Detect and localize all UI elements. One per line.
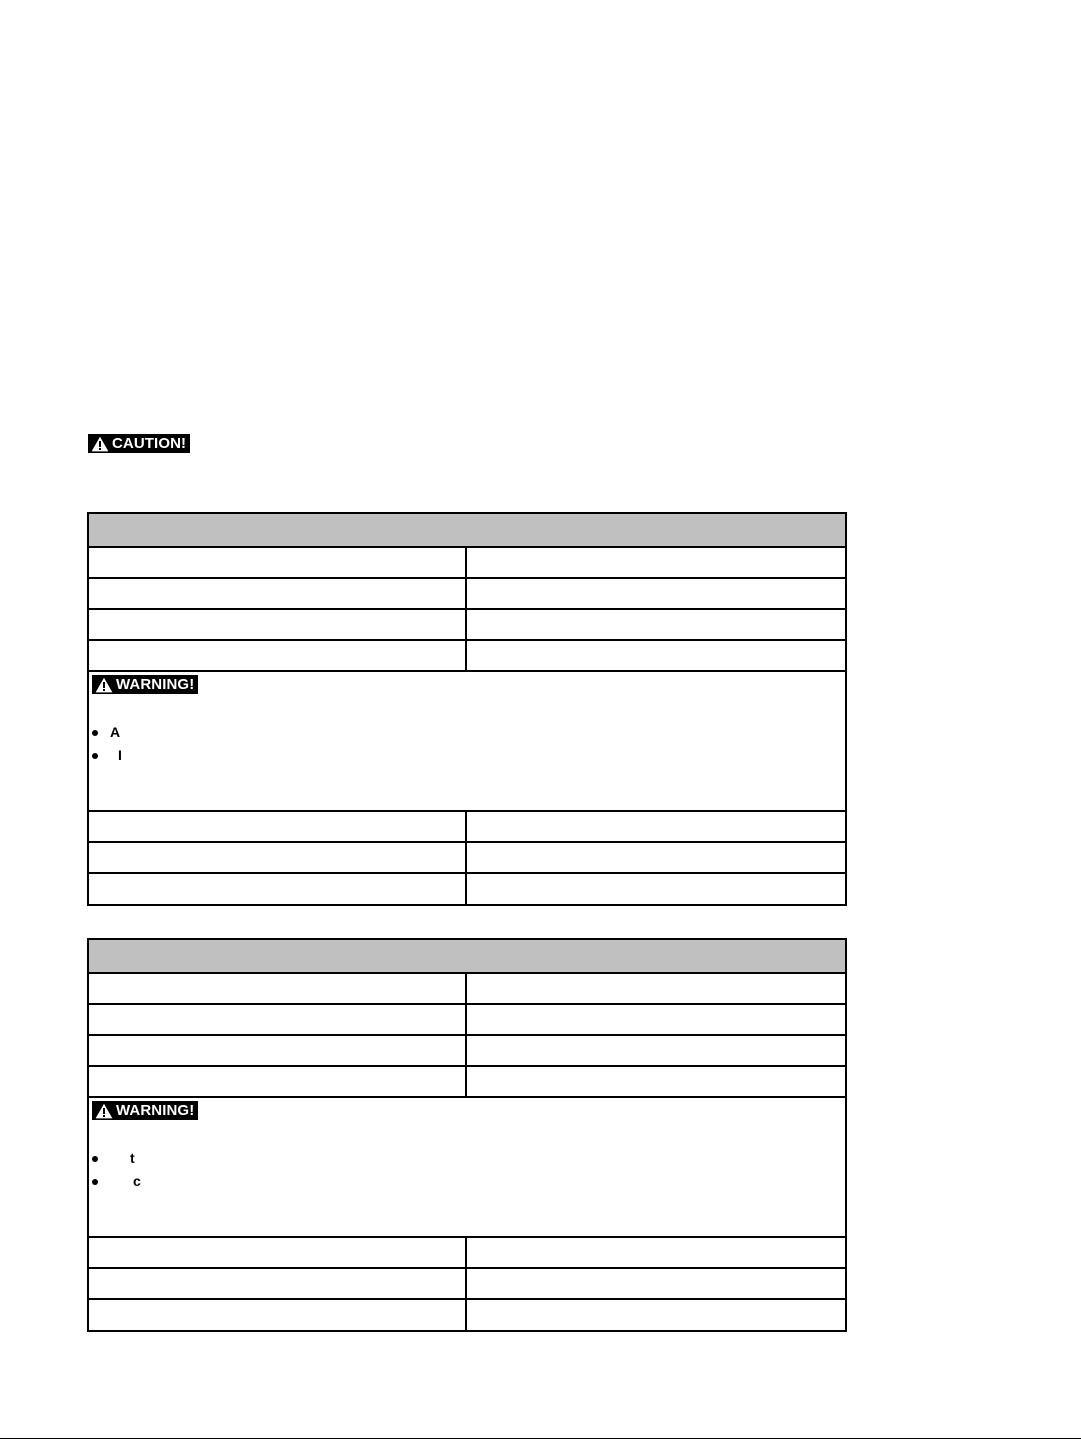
- warning-triangle-icon: [91, 436, 109, 452]
- table-cell-right: [467, 874, 845, 904]
- warning-block: [89, 1098, 845, 1238]
- table-row: [89, 843, 845, 874]
- table-cell-left: [89, 843, 467, 872]
- bullet-icon: [92, 730, 98, 736]
- page-bottom-rule: [0, 1438, 1081, 1439]
- spec-table-2: [87, 938, 847, 1332]
- table-cell-right: [467, 1036, 845, 1065]
- table-cell-left: [89, 579, 467, 608]
- table-cell-right: [467, 974, 845, 1003]
- table-cell-left: [89, 1067, 467, 1096]
- table-row: [89, 812, 845, 843]
- table-row: [89, 1238, 845, 1269]
- bullet-icon: [92, 753, 98, 759]
- warning-triangle-icon: [95, 1103, 113, 1119]
- table-row: [89, 641, 845, 672]
- table-cell-right: [467, 579, 845, 608]
- spec-table-1: [87, 512, 847, 906]
- table-cell-right: [467, 1300, 845, 1330]
- table-header: [89, 514, 845, 548]
- table-cell-left: [89, 1036, 467, 1065]
- caution-label: CAUTION!: [112, 435, 187, 452]
- table-cell-left: [89, 641, 467, 670]
- table-cell-left: [89, 874, 467, 904]
- bullet-text: c: [133, 1173, 141, 1189]
- bullet-icon: [92, 1156, 98, 1162]
- table-cell-right: [467, 1269, 845, 1298]
- table-cell-right: [467, 548, 845, 577]
- table-cell-left: [89, 1005, 467, 1034]
- warning-label: WARNING!: [116, 1102, 195, 1119]
- table-row: [89, 548, 845, 579]
- table-row: [89, 1005, 845, 1036]
- table-cell-right: [467, 1067, 845, 1096]
- warning-badge: [92, 675, 198, 694]
- table-row: [89, 610, 845, 641]
- table-cell-right: [467, 641, 845, 670]
- table-cell-left: [89, 974, 467, 1003]
- bullet-text: A: [110, 724, 121, 740]
- table-row: [89, 579, 845, 610]
- table-row: [89, 974, 845, 1005]
- table-row: [89, 1067, 845, 1098]
- table-row: [89, 874, 845, 904]
- table-header: [89, 940, 845, 974]
- table-cell-left: [89, 1269, 467, 1298]
- table-row: [89, 1300, 845, 1330]
- table-cell-left: [89, 610, 467, 639]
- table-cell-right: [467, 1005, 845, 1034]
- bullet-icon: [92, 1179, 98, 1185]
- table-cell-right: [467, 812, 845, 841]
- bullet-text: I: [118, 747, 122, 763]
- table-cell-left: [89, 1300, 467, 1330]
- warning-label: WARNING!: [116, 676, 195, 693]
- table-cell-left: [89, 1238, 467, 1267]
- table-cell-right: [467, 1238, 845, 1267]
- warning-triangle-icon: [95, 677, 113, 693]
- caution-badge: [88, 434, 190, 453]
- table-cell-left: [89, 812, 467, 841]
- table-cell-left: [89, 548, 467, 577]
- table-cell-right: [467, 610, 845, 639]
- table-row: [89, 1036, 845, 1067]
- table-row: [89, 1269, 845, 1300]
- table-cell-right: [467, 843, 845, 872]
- bullet-text: t: [130, 1150, 135, 1166]
- warning-block: [89, 672, 845, 812]
- warning-badge: [92, 1101, 198, 1120]
